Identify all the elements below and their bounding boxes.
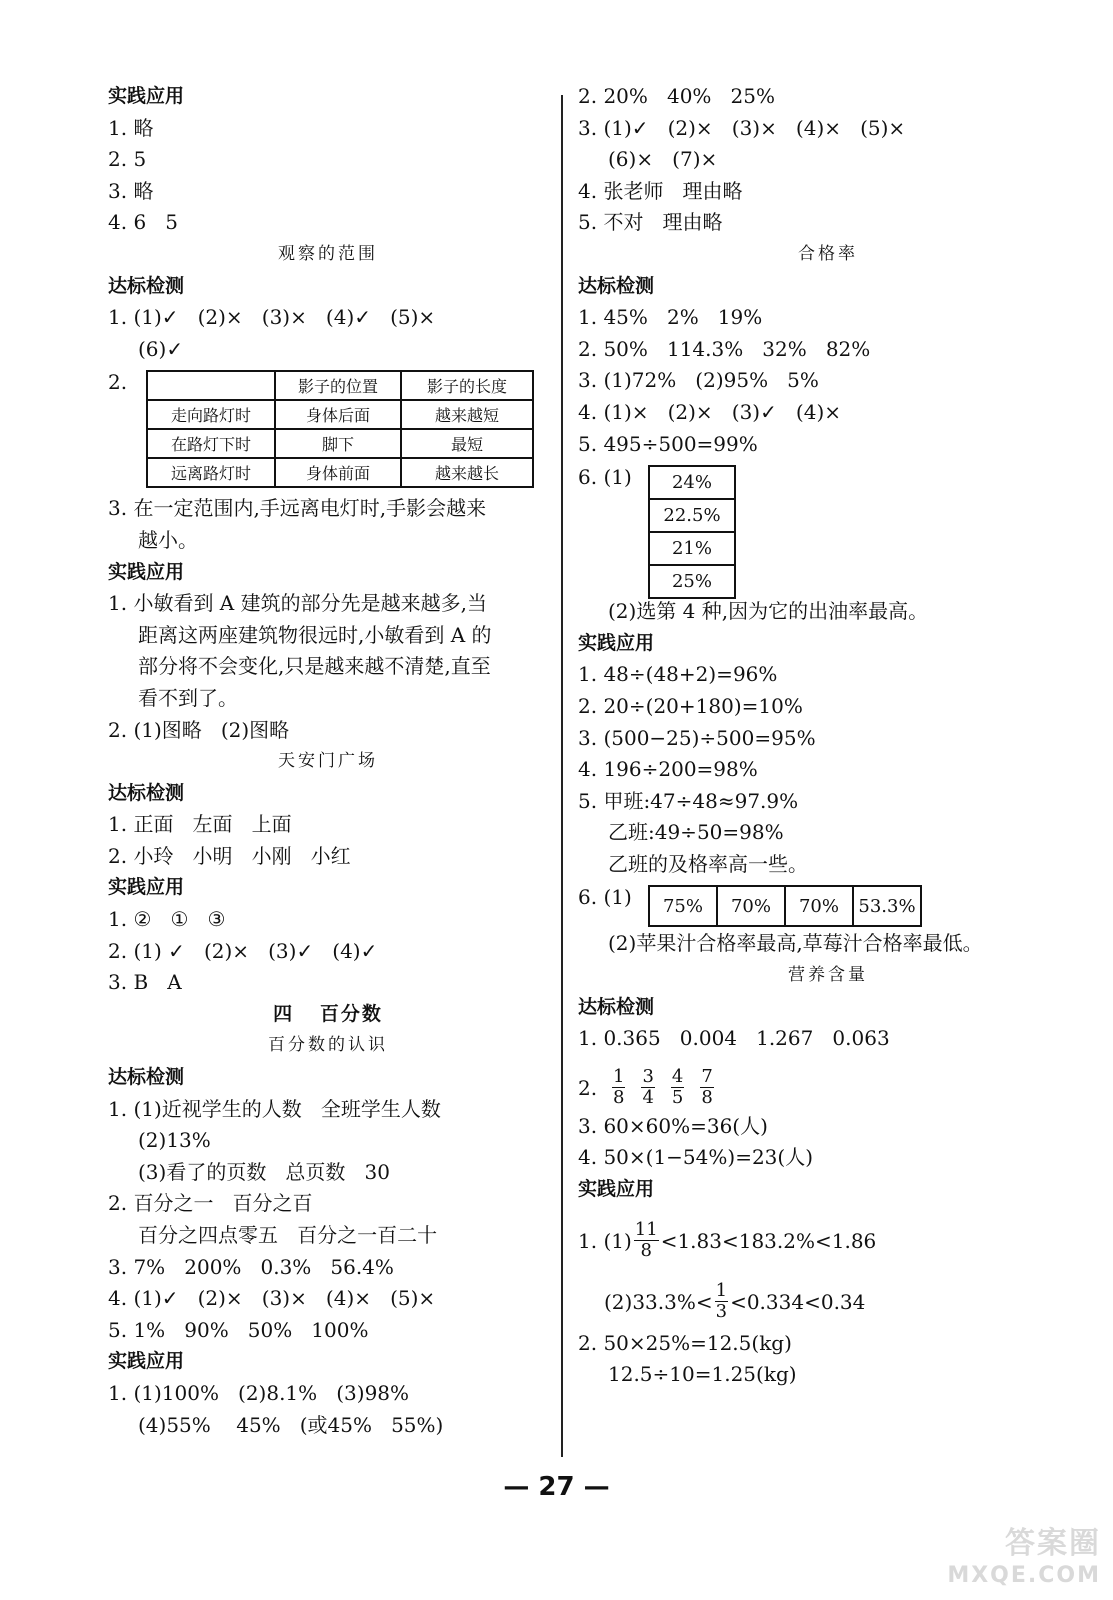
answer-text: <1.83<183.2%<1.86 [660,1228,877,1253]
answer-line: 5. 不对 理由略 [578,210,723,235]
section-heading: 达标检测 [108,274,185,297]
juice-rate-table [648,885,922,927]
table-row [147,458,533,487]
answer-line: 2. 20÷(20+180)=10% [578,693,803,718]
topic-title: 营养含量 [788,965,868,986]
answer-line: 2. 50×25%=12.5(kg) [578,1330,792,1355]
section-heading: 达标检测 [578,995,655,1018]
topic-title: 百分数的认识 [268,1035,388,1056]
answer-line: 4. 196÷200=98% [578,757,758,782]
answer-line: 1. 正面 左面 上面 [108,812,292,837]
answer-line: 3. (500−25)÷500=95% [578,725,816,750]
table-row [649,532,735,565]
answer-line: 2. (1) ✓ (2)× (3)✓ (4)✓ [108,938,378,963]
left-column [108,86,548,1446]
section-heading: 实践应用 [578,1178,655,1201]
fraction-numerator: 1 [613,1066,625,1088]
table-cell: 身体前面 [275,458,401,487]
answer-line: 3. B A [108,970,182,995]
answer-line: 5. 495÷500=99% [578,431,758,456]
table-header-cell: 影子的位置 [275,371,401,400]
answer-line: 越小。 [138,527,198,552]
answer-line: 4. (1)× (2)× (3)✓ (4)× [578,399,842,424]
answer-line: 1. 小敏看到 A 建筑的部分先是越来越多,当 [108,591,487,616]
table-cell: 在路灯下时 [147,429,275,458]
section-heading: 实践应用 [108,85,185,107]
fraction [671,1067,684,1108]
answer-line: 5. 甲班:47÷48≈97.9% [578,788,799,813]
fraction-numerator: 7 [701,1066,713,1088]
table-row [649,499,735,532]
section-heading: 达标检测 [578,274,655,297]
table-header-row [147,371,533,400]
answer-line: 2. 50% 114.3% 32% 82% [578,336,871,361]
answer-line: 3. 7% 200% 0.3% 56.4% [108,1254,394,1279]
table-cell: 53.3% [853,886,921,926]
answer-line: 2. 百分之一 百分之百 [108,1191,313,1216]
answer-line: 2. (1)图略 (2)图略 [108,717,290,742]
table-row [649,886,921,926]
answer-line: (4)55% 45% (或45% 55%) [138,1412,444,1437]
fraction-numerator: 11 [634,1219,658,1241]
answer-line: 2. 20% 40% 25% [578,84,775,108]
right-column [578,86,1078,1396]
fraction [634,1220,659,1261]
answer-line: 1. (1)近视学生的人数 全班学生人数 [108,1096,441,1121]
oil-rate-question [578,465,1078,601]
fraction-denominator: 5 [671,1087,684,1109]
topic-title: 合格率 [798,243,858,264]
answer-line: 3. 在一定范围内,手远离电灯时,手影会越来 [108,496,487,521]
table-header-cell [147,371,275,400]
table-cell: 70% [785,886,853,926]
table-cell: 22.5% [649,499,735,532]
answer-line: 3. 60×60%=36(人) [578,1113,768,1138]
answer-line: 2. 5 [108,147,147,172]
fraction-answer-line [578,1060,1078,1116]
table-cell: 70% [717,886,785,926]
table-cell: 走向路灯时 [147,400,275,429]
table-row [147,429,533,458]
answer-line: 4. 张老师 理由略 [578,178,743,203]
table-cell: 21% [649,532,735,565]
fraction [641,1067,654,1108]
table-row [147,400,533,429]
table-cell: 身体后面 [275,400,401,429]
table-cell: 越来越短 [401,400,533,429]
answer-line: 百分之四点零五 百分之一百二十 [138,1223,438,1247]
section-heading: 实践应用 [108,560,185,583]
table-cell: 远离路灯时 [147,458,275,487]
topic-title: 天安门广场 [278,751,378,772]
answer-line: (2)13% [138,1128,211,1153]
answer-line: 部分将不会变化,只是越来越不清楚,直至 [138,654,491,679]
section-heading: 实践应用 [108,876,185,899]
answer-line: 4. (1)✓ (2)× (3)× (4)× (5)× [108,1286,436,1311]
fraction-numerator: 4 [671,1066,684,1088]
answer-line: 1. (1)100% (2)8.1% (3)98% [108,1380,410,1405]
table-cell: 最短 [401,429,533,458]
question-number: 6. (1) [578,465,632,490]
section-heading: 达标检测 [108,781,185,804]
oil-rate-table [648,465,736,599]
answer-line: 1. 48÷(48+2)=96% [578,662,778,687]
fraction-denominator: 8 [701,1087,713,1109]
fraction-answer-line [578,1271,1078,1333]
watermark-text: 答案圈 [1005,1526,1101,1561]
fraction-numerator: 3 [642,1066,654,1088]
answer-line: 1. ② ① ③ [108,907,226,932]
table-row [649,466,735,499]
answer-line: (2)苹果汁合格率最高,草莓汁合格率最低。 [608,931,983,956]
table-header-cell: 影子的长度 [401,371,533,400]
juice-rate-question [578,885,1078,933]
question-number: 2. [578,1075,598,1100]
section-heading: 实践应用 [578,631,655,654]
answer-line: 12.5÷10=1.25(kg) [608,1362,797,1387]
answer-line: 1. 45% 2% 19% [578,305,763,330]
answer-text: <0.334<0.34 [730,1289,866,1314]
answer-line: 乙班的及格率高一些。 [608,851,808,876]
fraction [700,1067,713,1108]
answer-line: 看不到了。 [138,685,238,710]
page-number: — 27 — [503,1472,610,1502]
answer-line: 2. 小玲 小明 小刚 小红 [108,843,351,868]
fraction-denominator: 4 [642,1087,654,1109]
question-number: 6. (1) [578,885,632,910]
answer-line: 1. 0.365 0.004 1.267 0.063 [578,1026,890,1051]
fraction [715,1281,728,1322]
answer-line: 乙班:49÷50=98% [608,820,784,845]
fraction [612,1067,625,1108]
answer-line: (2)选第 4 种,因为它的出油率最高。 [608,599,929,624]
watermark-url: MXQE.COM [947,1563,1101,1588]
answer-line: (6)✓ [138,336,184,361]
watermark-logo [947,1528,1101,1592]
fraction-denominator: 3 [715,1301,728,1323]
table-cell: 24% [649,466,735,499]
fraction-numerator: 1 [715,1280,728,1302]
topic-title: 观察的范围 [278,243,378,264]
fraction-answer-line [578,1211,1078,1271]
section-heading: 达标检测 [108,1066,185,1089]
table-cell: 25% [649,565,735,598]
answer-line: 3. (1)✓ (2)× (3)× (4)× (5)× [578,115,906,140]
answer-line: (6)× (7)× [608,147,718,172]
question-number: 2. [108,370,128,395]
table-row [649,565,735,598]
answer-text: 1. (1) [578,1228,632,1253]
section-heading: 实践应用 [108,1350,185,1373]
table-cell: 75% [649,886,717,926]
fraction-denominator: 8 [613,1087,625,1109]
shadow-table [146,370,534,488]
answer-line: 4. 6 5 [108,210,178,235]
chapter-title: 四 百分数 [273,1002,383,1025]
answer-line: 3. (1)72% (2)95% 5% [578,368,819,393]
answer-line: 距离这两座建筑物很远时,小敏看到 A 的 [138,622,492,647]
answer-line: (3)看了的页数 总页数 30 [138,1159,390,1184]
column-divider [561,95,563,1457]
answer-line: 1. (1)✓ (2)× (3)× (4)✓ (5)× [108,305,436,330]
answer-text: (2)33.3%< [604,1289,713,1314]
table-cell: 越来越长 [401,458,533,487]
shadow-question [108,370,548,498]
table-cell: 脚下 [275,429,401,458]
answer-line: 1. 略 [108,115,154,140]
fraction-denominator: 8 [640,1240,652,1262]
answer-line: 5. 1% 90% 50% 100% [108,1317,369,1342]
answer-line: 3. 略 [108,178,154,203]
answer-line: 4. 50×(1−54%)=23(人) [578,1145,813,1170]
